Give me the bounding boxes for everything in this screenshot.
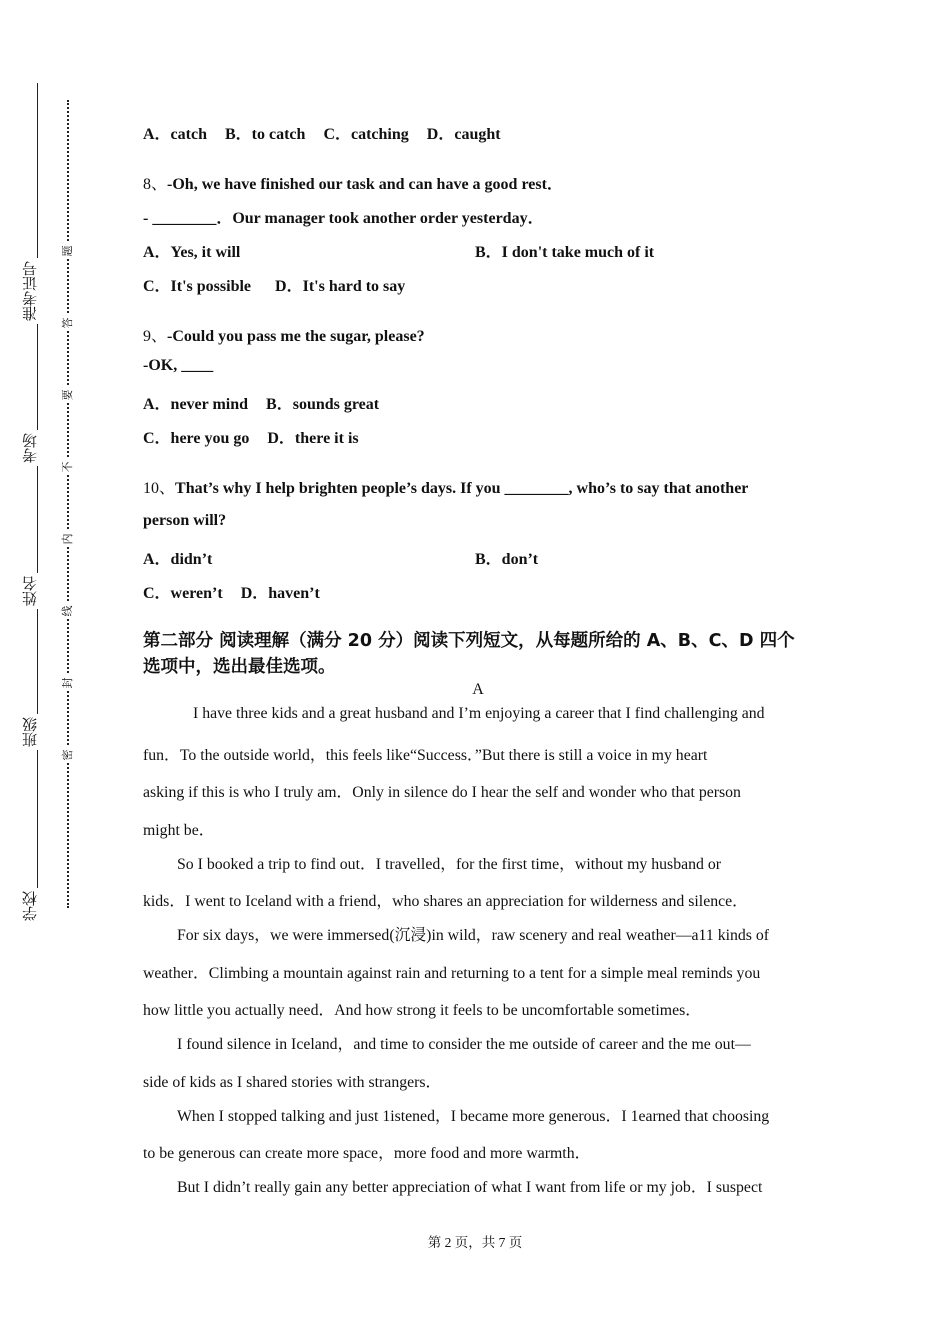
- q8-options-row1: [143, 239, 813, 262]
- q9-number: 9、: [143, 328, 168, 345]
- seal-char: 内: [61, 531, 75, 547]
- section-heading-line1: 第二部分 阅读理解（满分 20 分）阅读下列短文，从每题所给的 A、B、C、D 四个: [143, 631, 795, 651]
- seal-char: 要: [61, 387, 75, 403]
- q9-option-b: B．sounds great: [266, 396, 380, 413]
- q9-option-a: A．never mind: [143, 396, 249, 413]
- seal-char: 密: [61, 747, 75, 763]
- passage-line: I found silence in Iceland，and time to consider the me outside of career and the me out—: [177, 1036, 751, 1053]
- binding-solid-line: [37, 83, 38, 923]
- seal-char: 封: [61, 675, 75, 691]
- exam-number-label: 准考证号: [23, 258, 51, 324]
- q10-number: 10、: [143, 480, 176, 497]
- q10-prompt-continued: person will?: [143, 512, 227, 529]
- passage-line: to be generous can create more space，more food and more warmth．: [143, 1145, 591, 1162]
- page-number-footer: 第 2 页，共 7 页: [427, 1235, 523, 1250]
- passage-line: side of kids as I shared stories with strangers．: [143, 1074, 442, 1091]
- q10-options-row1: [143, 546, 813, 569]
- q8-options-row2: [143, 273, 405, 296]
- q9-prompt: 9、-Could you pass me the sugar, please?: [143, 328, 425, 345]
- q9-option-d: D．there it is: [267, 430, 359, 447]
- exam-room-label: 考场: [23, 430, 51, 466]
- q9-options-row1: [143, 391, 379, 414]
- passage-line: I have three kids and a great husband and I’m enjoying a career that I find challenging and: [193, 705, 765, 722]
- q10-option-a: A．didn’t: [143, 551, 213, 568]
- q7-options: [143, 121, 501, 144]
- class-label: 班级: [23, 714, 51, 750]
- q7-option-a: A．catch: [143, 126, 207, 143]
- passage-label: A: [472, 681, 484, 698]
- binding-dotted-line: [67, 100, 69, 908]
- q8-option-b: B．I don't take much of it: [475, 244, 655, 261]
- q8-option-d: D．It's hard to say: [275, 278, 406, 295]
- passage-line: weather．Climbing a mountain against rain and returning to a tent for a simple meal reminds you: [143, 965, 761, 982]
- seal-char: 答: [61, 315, 75, 331]
- q8-prompt: 8、-Oh, we have finished our task and can have a good rest．: [143, 176, 563, 193]
- passage-line: asking if this is who I truly am．Only in silence do I hear the self and wonder who that person: [143, 784, 741, 801]
- seal-char: 不: [61, 459, 75, 475]
- passage-line: fun．To the outside world，this feels like“Success．”But there is still a voice in my heart: [143, 747, 708, 764]
- q8-option-c: C．It's possible: [143, 278, 252, 295]
- passage-line: might be．: [143, 822, 215, 839]
- q8-option-a: A．Yes, it will: [143, 244, 241, 261]
- name-label: 姓名: [23, 573, 51, 609]
- passage-line: how little you actually need．And how strong it feels to be uncomfortable sometimes．: [143, 1002, 702, 1019]
- q8-number: 8、: [143, 176, 168, 193]
- q10-option-d: D．haven’t: [240, 585, 320, 602]
- q10-option-b: B．don’t: [475, 551, 539, 568]
- q10-prompt: 10、That’s why I help brighten people’s days. If you ________, who’s to say that another: [143, 480, 749, 497]
- q10-options-row2: [143, 580, 320, 603]
- q7-option-c: C．catching: [323, 126, 409, 143]
- q7-option-d: D．caught: [426, 126, 501, 143]
- q9-reply: -OK, ____: [143, 357, 214, 374]
- q8-reply: - ________．Our manager took another order yesterday．: [143, 210, 544, 227]
- section-heading: [143, 628, 813, 680]
- passage-line: For six days，we were immersed(沉浸)in wild，raw scenery and real weather—a11 kinds of: [177, 927, 770, 944]
- q9-option-c: C．here you go: [143, 430, 250, 447]
- q10-option-c: C．weren’t: [143, 585, 223, 602]
- q9-options-row2: [143, 425, 359, 448]
- section-heading-line2: 选项中，选出最佳选项。: [143, 657, 336, 677]
- q7-option-b: B．to catch: [225, 126, 306, 143]
- seal-char: 题: [61, 243, 75, 259]
- school-label: 学校: [23, 888, 51, 924]
- passage-line: So I booked a trip to find out．I travelled，for the first time，without my husband or: [177, 856, 722, 873]
- passage-line: But I didn’t really gain any better appreciation of what I want from life or my job．I suspect: [177, 1179, 763, 1196]
- passage-line: When I stopped talking and just 1istened，I became more generous．I 1earned that choosing: [177, 1108, 770, 1125]
- passage-line: kids．I went to Iceland with a friend，who shares an appreciation for wilderness and silence．: [143, 893, 748, 910]
- seal-char: 线: [61, 603, 75, 619]
